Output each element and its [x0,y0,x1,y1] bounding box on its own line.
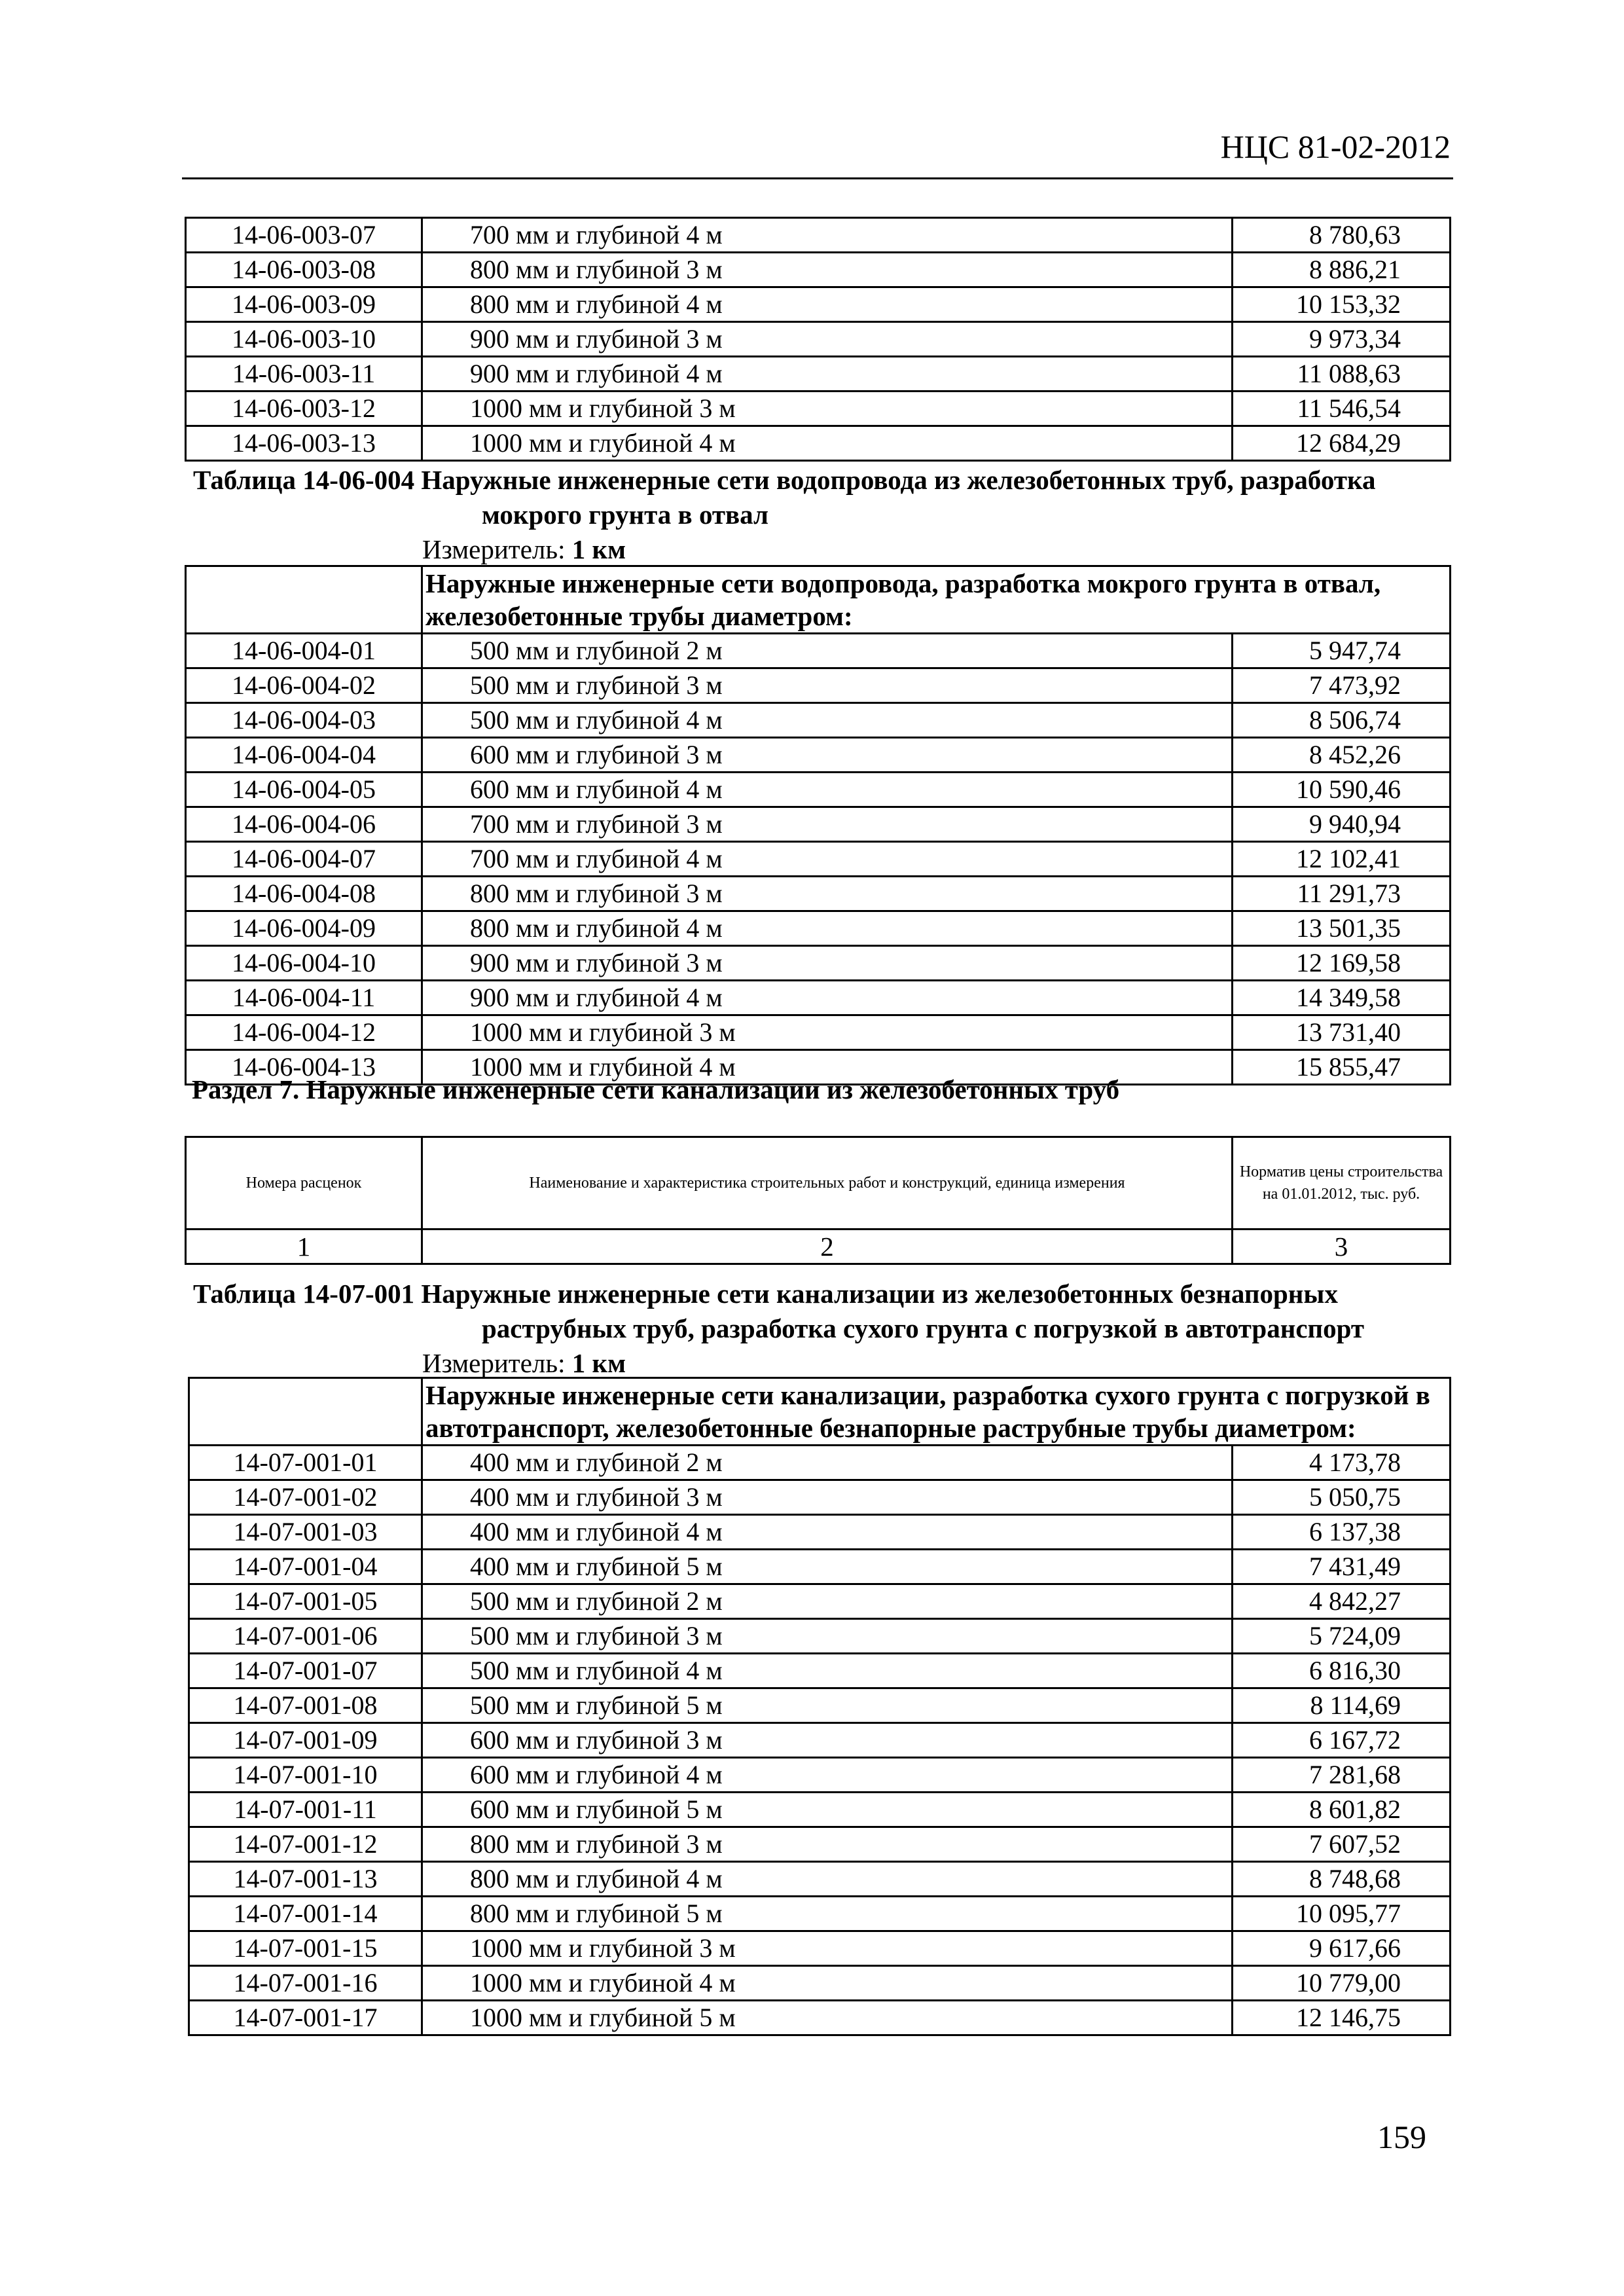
price-cell: 14 349,58 [1233,981,1451,1015]
header-rule [182,177,1453,179]
table-row [186,1015,1451,1050]
col-header-price: Норматив цены строительства на 01.01.2012, тыс. руб. [1233,1137,1451,1230]
description-cell: 800 мм и глубиной 5 м [422,1897,1233,1931]
rate-code-cell: 14-07-001-07 [189,1654,422,1688]
page-number: 159 [1377,2119,1426,2155]
rate-code-cell: 14-07-001-14 [189,1897,422,1931]
description-cell: 700 мм и глубиной 4 м [422,218,1233,253]
table-row [186,773,1451,807]
caption-line-2: мокрого грунта в отвал [482,500,769,530]
rate-code-cell: 14-07-001-06 [189,1619,422,1654]
group-header: Наружные инженерные сети водопровода, разработка мокрого грунта в отвал, железобетонные трубы диаметром: [422,566,1451,634]
caption-line-1: Таблица 14-06-004 Наружные инженерные сети водопровода из железобетонных труб, разработка [193,465,1376,495]
price-cell: 7 431,49 [1233,1550,1451,1584]
description-cell: 600 мм и глубиной 3 м [422,1723,1233,1758]
empty-cell [186,566,422,634]
price-cell: 13 501,35 [1233,911,1451,946]
table-row [186,634,1451,668]
rate-code-cell: 14-07-001-04 [189,1550,422,1584]
rate-code-cell: 14-06-003-09 [186,287,422,322]
table-row [186,287,1451,322]
description-cell: 800 мм и глубиной 3 м [422,253,1233,287]
price-cell: 7 473,92 [1233,668,1451,703]
rate-code-cell: 14-06-003-12 [186,392,422,426]
column-header-table [185,1136,1451,1265]
table-14-07-001 [188,1377,1451,2036]
table-row [189,1688,1451,1723]
table-row [186,426,1451,461]
table-row [186,807,1451,842]
description-cell: 800 мм и глубиной 4 м [422,911,1233,946]
table-14-07-001-caption [193,1277,1364,1346]
description-cell: 900 мм и глубиной 3 м [422,946,1233,981]
description-cell: 800 мм и глубиной 3 м [422,877,1233,911]
col-number-1: 1 [186,1230,422,1264]
price-cell: 6 137,38 [1233,1515,1451,1550]
rate-code-cell: 14-06-003-11 [186,357,422,392]
rate-code-cell: 14-07-001-16 [189,1966,422,2001]
rate-code-cell: 14-06-003-07 [186,218,422,253]
rate-code-cell: 14-07-001-11 [189,1793,422,1827]
col-header-description: Наименование и характеристика строительных работ и конструкций, единица измерения [422,1137,1233,1230]
rate-code-cell: 14-06-003-13 [186,426,422,461]
price-cell: 7 607,52 [1233,1827,1451,1862]
document-code: НЦС 81-02-2012 [1220,128,1451,165]
rate-code-cell: 14-06-004-07 [186,842,422,877]
table-14-06-004-caption [193,463,1375,532]
rate-code-cell: 14-07-001-05 [189,1584,422,1619]
price-cell: 7 281,68 [1233,1758,1451,1793]
rate-code-cell: 14-06-004-02 [186,668,422,703]
rate-code-cell: 14-06-004-09 [186,911,422,946]
price-cell: 11 546,54 [1233,392,1451,426]
unit-value: 1 км [571,1348,626,1378]
rate-code-cell: 14-06-004-06 [186,807,422,842]
rate-code-cell: 14-06-004-01 [186,634,422,668]
rate-code-cell: 14-07-001-09 [189,1723,422,1758]
table-row [186,738,1451,773]
rate-code-cell: 14-07-001-01 [189,1446,422,1480]
description-cell: 600 мм и глубиной 4 м [422,773,1233,807]
rate-code-cell: 14-07-001-17 [189,2001,422,2035]
unit-label: Измеритель: [422,1348,572,1378]
description-cell: 1000 мм и глубиной 5 м [422,2001,1233,2035]
group-header: Наружные инженерные сети канализации, разработка сухого грунта с погрузкой в автотранспорт, железобетонные безнапорные раструбные трубы диаметром: [422,1378,1451,1446]
description-cell: 400 мм и глубиной 2 м [422,1446,1233,1480]
table-row [189,1584,1451,1619]
description-cell: 400 мм и глубиной 4 м [422,1515,1233,1550]
rate-code-cell: 14-07-001-03 [189,1515,422,1550]
description-cell: 1000 мм и глубиной 3 м [422,392,1233,426]
description-cell: 900 мм и глубиной 4 м [422,357,1233,392]
rate-code-cell: 14-06-004-04 [186,738,422,773]
table-row [186,392,1451,426]
table-row [186,842,1451,877]
table-row [189,1515,1451,1550]
description-cell: 500 мм и глубиной 2 м [422,634,1233,668]
price-cell: 5 724,09 [1233,1619,1451,1654]
table-row [189,1446,1451,1480]
unit-label: Измеритель: [422,534,572,564]
description-cell: 700 мм и глубиной 4 м [422,842,1233,877]
table-group-row [189,1378,1451,1446]
description-cell: 800 мм и глубиной 3 м [422,1827,1233,1862]
description-cell: 600 мм и глубиной 5 м [422,1793,1233,1827]
caption-line-1: Таблица 14-07-001 Наружные инженерные сети канализации из железобетонных безнапорных [193,1279,1338,1309]
rate-code-cell: 14-06-003-10 [186,322,422,357]
price-cell: 11 088,63 [1233,357,1451,392]
description-cell: 1000 мм и глубиной 4 м [422,1966,1233,2001]
price-cell: 10 590,46 [1233,773,1451,807]
description-cell: 800 мм и глубиной 4 м [422,1862,1233,1897]
col-number-3: 3 [1233,1230,1451,1264]
table-row [186,981,1451,1015]
description-cell: 800 мм и глубиной 4 м [422,287,1233,322]
price-cell: 8 601,82 [1233,1793,1451,1827]
col-number-2: 2 [422,1230,1233,1264]
table-row [189,1654,1451,1688]
description-cell: 600 мм и глубиной 4 м [422,1758,1233,1793]
description-cell: 700 мм и глубиной 3 м [422,807,1233,842]
table-row [186,357,1451,392]
caption-line-2: раструбных труб, разработка сухого грунта с погрузкой в автотранспорт [482,1313,1365,1343]
price-cell: 8 886,21 [1233,253,1451,287]
price-cell: 12 146,75 [1233,2001,1451,2035]
rate-code-cell: 14-06-004-08 [186,877,422,911]
description-cell: 500 мм и глубиной 4 м [422,703,1233,738]
price-cell: 6 167,72 [1233,1723,1451,1758]
price-cell: 12 684,29 [1233,426,1451,461]
description-cell: 1000 мм и глубиной 4 м [422,426,1233,461]
table-row [189,1862,1451,1897]
rate-code-cell: 14-06-004-03 [186,703,422,738]
rate-code-cell: 14-07-001-10 [189,1758,422,1793]
price-cell: 13 731,40 [1233,1015,1451,1050]
table-row [186,322,1451,357]
table-row [189,1619,1451,1654]
table-row [189,1931,1451,1966]
table-row [186,668,1451,703]
table-14-06-004-unit [422,534,626,565]
price-cell: 4 842,27 [1233,1584,1451,1619]
price-cell: 4 173,78 [1233,1446,1451,1480]
section-title: Раздел 7. Наружные инженерные сети канализации из железобетонных труб [192,1074,1120,1104]
table-row [189,2001,1451,2035]
description-cell: 400 мм и глубиной 5 м [422,1550,1233,1584]
rate-code-cell: 14-06-004-13 [186,1050,422,1085]
price-cell: 12 102,41 [1233,842,1451,877]
description-cell: 900 мм и глубиной 4 м [422,981,1233,1015]
col-header-rate-number: Номера расценок [186,1137,422,1230]
rate-code-cell: 14-07-001-08 [189,1688,422,1723]
table-row [189,1758,1451,1793]
rate-code-cell: 14-07-001-15 [189,1931,422,1966]
rate-code-cell: 14-06-004-05 [186,773,422,807]
description-cell: 500 мм и глубиной 3 м [422,1619,1233,1654]
table-row [189,1827,1451,1862]
table-row [186,946,1451,981]
description-cell: 400 мм и глубиной 3 м [422,1480,1233,1515]
table-group-row [186,566,1451,634]
rate-code-cell: 14-07-001-13 [189,1862,422,1897]
rate-code-cell: 14-06-004-11 [186,981,422,1015]
table-14-06-003-continuation [185,217,1451,462]
rate-code-cell: 14-06-004-10 [186,946,422,981]
table-row [189,1793,1451,1827]
table-row [186,218,1451,253]
table-row [189,1550,1451,1584]
description-cell: 1000 мм и глубиной 4 м [422,1050,1233,1085]
price-cell: 8 748,68 [1233,1862,1451,1897]
table-14-07-001-unit [422,1347,626,1379]
table-row [189,1480,1451,1515]
table-row [189,1897,1451,1931]
table-row [186,911,1451,946]
table-row [189,1966,1451,2001]
price-cell: 10 779,00 [1233,1966,1451,2001]
rate-code-cell: 14-07-001-12 [189,1827,422,1862]
price-cell: 12 169,58 [1233,946,1451,981]
price-cell: 10 095,77 [1233,1897,1451,1931]
rate-code-cell: 14-06-004-12 [186,1015,422,1050]
description-cell: 600 мм и глубиной 3 м [422,738,1233,773]
rate-code-cell: 14-07-001-02 [189,1480,422,1515]
description-cell: 500 мм и глубиной 2 м [422,1584,1233,1619]
description-cell: 500 мм и глубиной 4 м [422,1654,1233,1688]
table-14-06-004 [185,565,1451,1085]
price-cell: 8 452,26 [1233,738,1451,773]
price-cell: 9 973,34 [1233,322,1451,357]
description-cell: 900 мм и глубиной 3 м [422,322,1233,357]
price-cell: 6 816,30 [1233,1654,1451,1688]
unit-value: 1 км [571,534,626,564]
description-cell: 1000 мм и глубиной 3 м [422,1931,1233,1966]
empty-cell [189,1378,422,1446]
table-row [186,703,1451,738]
price-cell: 5 050,75 [1233,1480,1451,1515]
price-cell: 5 947,74 [1233,634,1451,668]
table-row [189,1723,1451,1758]
rate-code-cell: 14-06-003-08 [186,253,422,287]
description-cell: 500 мм и глубиной 5 м [422,1688,1233,1723]
description-cell: 500 мм и глубиной 3 м [422,668,1233,703]
price-cell: 11 291,73 [1233,877,1451,911]
price-cell: 15 855,47 [1233,1050,1451,1085]
price-cell: 8 780,63 [1233,218,1451,253]
price-cell: 9 617,66 [1233,1931,1451,1966]
price-cell: 9 940,94 [1233,807,1451,842]
price-cell: 8 506,74 [1233,703,1451,738]
price-cell: 10 153,32 [1233,287,1451,322]
table-row [186,877,1451,911]
table-row [186,253,1451,287]
price-cell: 8 114,69 [1233,1688,1451,1723]
description-cell: 1000 мм и глубиной 3 м [422,1015,1233,1050]
